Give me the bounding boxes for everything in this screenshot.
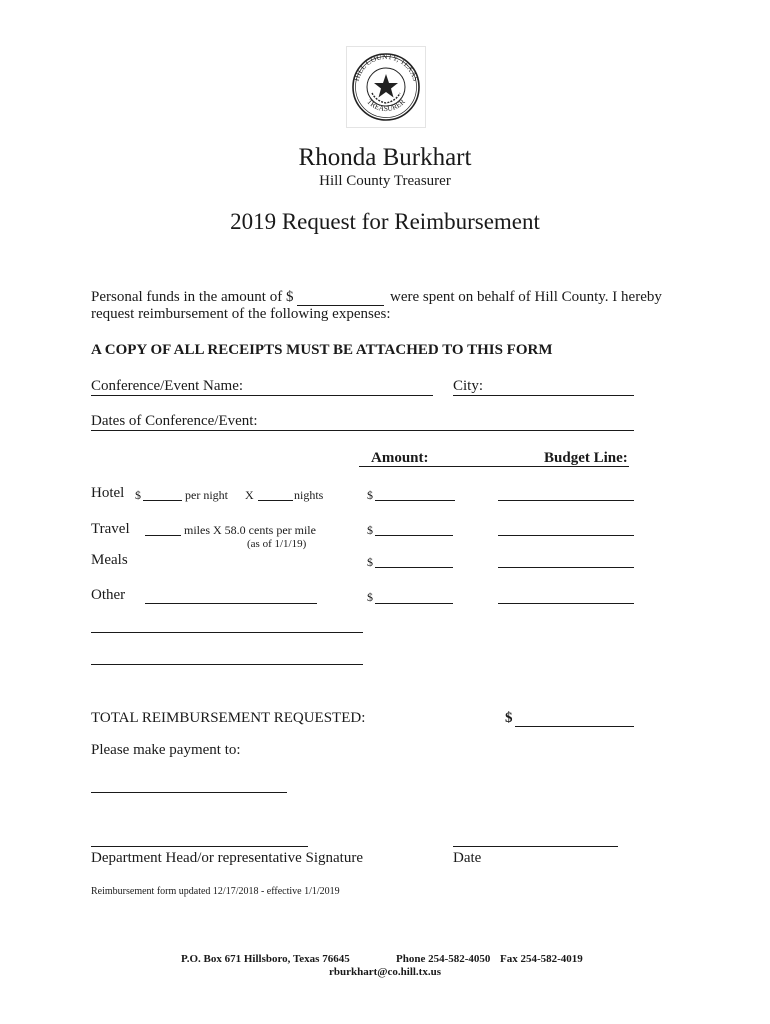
other-amount-field[interactable] [375,603,453,604]
receipts-notice: A COPY OF ALL RECEIPTS MUST BE ATTACHED TO THIS FORM [91,342,553,358]
other-budget-line-field[interactable] [498,603,634,604]
meals-amount-field[interactable] [375,567,453,568]
intro-line1-suffix: were spent on behalf of Hill County. I hereby [390,289,662,305]
intro-line1-prefix: Personal funds in the amount of $ [91,289,294,305]
other-description-field[interactable] [145,603,317,604]
footer-phone: Phone 254-582-4050 [396,953,491,965]
total-amount-field[interactable] [515,726,634,727]
treasurer-name: Rhonda Burkhart [298,144,472,171]
total-label: TOTAL REIMBURSEMENT REQUESTED: [91,710,366,726]
footer-email: rburkhart@co.hill.tx.us [329,966,441,978]
payee-field[interactable] [91,792,287,793]
meals-budget-line-field[interactable] [498,567,634,568]
footer-address: P.O. Box 671 Hillsboro, Texas 76645 [181,953,350,965]
hotel-rate-field[interactable] [143,500,182,501]
seal-top-text: HILL COUNTY, TEXAS [351,51,421,83]
svg-text:TREASURER [365,97,407,113]
hotel-per-night-label: per night [185,488,228,502]
treasurer-role: Hill County Treasurer [319,173,451,189]
county-seal [346,46,426,128]
date-label: Date [453,850,482,866]
other-label: Other [91,587,126,603]
signature-field[interactable] [91,846,308,847]
event-name-field[interactable] [91,395,433,396]
county-seal-graphic [347,47,425,127]
amount-column-heading: Amount: [371,450,429,466]
star-icon [374,74,398,98]
intro-line2: request reimbursement of the following expenses: [91,306,391,322]
hotel-nights-label: nights [294,488,324,502]
event-name-label: Conference/Event Name: [91,378,244,394]
hotel-times-symbol: X [245,488,254,502]
event-dates-label: Dates of Conference/Event: [91,413,258,429]
hotel-dollar-sign: $ [135,488,141,502]
travel-rate-note: (as of 1/1/19) [247,538,307,550]
other-amount-currency: $ [367,590,373,604]
budget-line-column-heading: Budget Line: [544,450,628,466]
hotel-amount-currency: $ [367,488,373,502]
footer-fax: Fax 254-582-4019 [500,953,583,965]
meals-amount-currency: $ [367,555,373,569]
signature-label: Department Head/or representative Signature [91,850,363,866]
date-field[interactable] [453,846,618,847]
travel-budget-line-field[interactable] [498,535,634,536]
total-currency: $ [505,710,513,726]
hotel-nights-field[interactable] [258,500,293,501]
form-updated-note: Reimbursement form updated 12/17/2018 - effective 1/1/2019 [91,886,340,897]
meals-label: Meals [91,552,128,568]
hotel-budget-line-field[interactable] [498,500,634,501]
form-title: 2019 Request for Reimbursement [230,209,540,234]
hotel-label: Hotel [91,485,125,501]
travel-rate-label: miles X 58.0 cents per mile [184,523,316,537]
travel-amount-currency: $ [367,523,373,537]
city-field[interactable] [453,395,634,396]
seal-bottom-text: TREASURER [365,97,407,114]
hotel-amount-field[interactable] [375,500,455,501]
travel-amount-field[interactable] [375,535,453,536]
extra-description-field-1[interactable] [91,632,363,633]
extra-description-field-2[interactable] [91,664,363,665]
city-label: City: [453,378,484,394]
travel-miles-field[interactable] [145,535,181,536]
payment-label: Please make payment to: [91,742,241,758]
travel-label: Travel [91,521,130,537]
event-dates-field[interactable] [91,430,634,431]
